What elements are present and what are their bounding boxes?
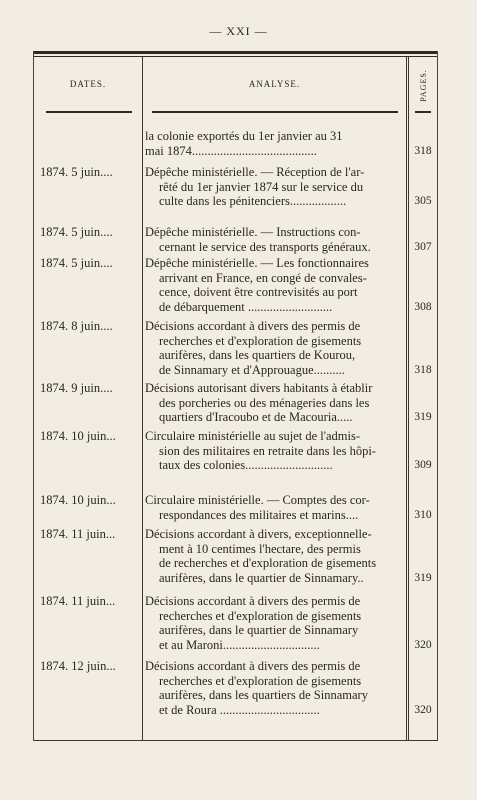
column-header-dates: DATES. bbox=[69, 79, 107, 89]
entry-analysis-line: arrivant en France, en congé de convales- bbox=[159, 270, 367, 285]
entry-analysis-line: rêté du 1er janvier 1874 sur le service du bbox=[159, 179, 364, 194]
column-divider-dates bbox=[142, 57, 143, 741]
entry-analysis-line: Dépêche ministérielle. — Réception de l'ar- bbox=[145, 165, 365, 179]
entry-analysis-line: aurifères, dans les quartiers de Sinnamary bbox=[159, 688, 368, 702]
entry-page-number: 307 bbox=[414, 240, 432, 253]
entry-analysis-line: Décisions accordant à divers des permis de bbox=[145, 659, 361, 673]
entry-date: 1874. 10 juin... bbox=[40, 429, 116, 443]
table-header bbox=[34, 57, 437, 109]
entry-page-number: 319 bbox=[414, 571, 432, 584]
entry-analysis bbox=[145, 129, 402, 158]
bottom-rule bbox=[34, 740, 437, 741]
entry-analysis-line: respondances des militaires et marins.... bbox=[159, 507, 359, 522]
entry-date: 1874. 5 juin.... bbox=[40, 225, 113, 239]
column-header-analyse: ANALYSE. bbox=[248, 79, 301, 89]
entry-analysis-line: quartiers d'Iracoubo et de Macouria..... bbox=[159, 410, 353, 424]
entry-analysis-line: la colonie exportés du 1er janvier au 31 bbox=[145, 129, 343, 143]
entry-analysis bbox=[145, 659, 402, 717]
entry-date: 1874. 10 juin... bbox=[40, 493, 116, 507]
entry-analysis-line: recherches et d'exploration de gisements bbox=[159, 333, 362, 348]
entry-analysis-line: mai 1874........................................ bbox=[145, 143, 317, 158]
header-underline-analyse bbox=[152, 111, 398, 113]
entry-analysis-line: Circulaire ministérielle. — Comptes des cor- bbox=[145, 493, 370, 507]
top-rule-thick bbox=[34, 51, 437, 54]
entry-analysis bbox=[145, 165, 402, 209]
entry-analysis-line: Dépêche ministérielle. — Les fonctionnaires bbox=[145, 256, 369, 270]
entry-analysis-line: taux des colonies............................ bbox=[159, 458, 333, 472]
entry-analysis-line: aurifères, dans le quartier de Sinnamary bbox=[159, 623, 359, 637]
entry-date: 1874. 11 juin... bbox=[40, 594, 116, 608]
entry-analysis bbox=[145, 381, 402, 425]
entry-analysis-line: de Sinnamary et d'Approuague.......... bbox=[159, 362, 345, 377]
entry-analysis bbox=[145, 429, 402, 473]
page-number-header: — XXI — bbox=[209, 24, 268, 38]
entry-analysis-line: et au Maroni............................... bbox=[159, 637, 320, 652]
entry-date: 1874. 5 juin.... bbox=[40, 165, 113, 179]
header-underline-pages bbox=[415, 111, 431, 113]
column-header-pages bbox=[409, 63, 437, 107]
entry-date: 1874. 12 juin... bbox=[40, 659, 116, 673]
entry-analysis-line: recherches et d'exploration de gisements bbox=[159, 608, 362, 623]
entry-page-number: 310 bbox=[414, 508, 432, 521]
entry-analysis-line: Décisions accordant à divers des permis de bbox=[145, 594, 361, 608]
entry-analysis-line: de débarquement ........................... bbox=[159, 299, 333, 314]
entry-analysis bbox=[145, 493, 402, 522]
entry-analysis bbox=[145, 527, 402, 585]
entry-page-number: 318 bbox=[414, 144, 432, 157]
entry-analysis-line: des porcheries ou des ménageries dans les bbox=[159, 395, 370, 410]
entry-analysis-line: aurifères, dans les quartiers de Kourou, bbox=[159, 348, 356, 362]
entry-analysis-line: cence, doivent être contrevisités au port bbox=[159, 285, 358, 299]
entry-analysis bbox=[145, 256, 402, 314]
entry-analysis-line: cernant le service des transports généraux. bbox=[159, 239, 371, 254]
entry-analysis-line: Dépêche ministérielle. — Instructions con- bbox=[145, 225, 361, 239]
entry-date: 1874. 5 juin.... bbox=[40, 256, 113, 270]
entry-analysis-line: de recherches et d'exploration de gisements bbox=[159, 556, 377, 570]
entry-analysis-line: Décisions accordant à divers, exceptionnelle- bbox=[145, 527, 372, 541]
entry-page-number: 309 bbox=[414, 459, 432, 471]
entry-analysis-line: Décisions autorisant divers habitants à établir bbox=[145, 381, 373, 395]
entry-page-number: 320 bbox=[414, 703, 432, 716]
entry-analysis-line: Décisions accordant à divers des permis de bbox=[145, 319, 361, 333]
entry-analysis-line: aurifères, dans le quartier de Sinnamary.. bbox=[159, 570, 364, 585]
entry-date: 1874. 8 juin.... bbox=[40, 319, 113, 333]
entry-analysis-line: culte dans les pénitenciers.................. bbox=[159, 194, 347, 208]
entry-analysis bbox=[145, 594, 402, 652]
column-header-pages-label: PAGES. bbox=[418, 68, 428, 102]
entry-page-number: 320 bbox=[414, 638, 432, 651]
entry-analysis bbox=[145, 319, 402, 377]
column-divider-pages-a bbox=[406, 57, 407, 741]
entry-date: 1874. 11 juin... bbox=[40, 527, 116, 541]
entry-analysis bbox=[145, 225, 402, 254]
entry-page-number: 319 bbox=[414, 411, 432, 423]
entry-analysis-line: et de Roura ................................ bbox=[159, 702, 320, 717]
entry-analysis-line: sion des militaires en retraite dans les hôpi- bbox=[159, 443, 376, 458]
entry-analysis-line: Circulaire ministérielle au sujet de l'admis- bbox=[145, 429, 361, 443]
entry-analysis-line: recherches et d'exploration de gisements bbox=[159, 673, 362, 688]
entry-page-number: 318 bbox=[414, 363, 432, 376]
header-underline-dates bbox=[46, 111, 132, 113]
entry-analysis-line: ment à 10 centimes l'hectare, des permis bbox=[159, 541, 361, 556]
entry-page-number: 305 bbox=[414, 195, 432, 207]
entry-date: 1874. 9 juin.... bbox=[40, 381, 113, 395]
index-table bbox=[33, 51, 438, 741]
entry-page-number: 308 bbox=[414, 300, 432, 313]
